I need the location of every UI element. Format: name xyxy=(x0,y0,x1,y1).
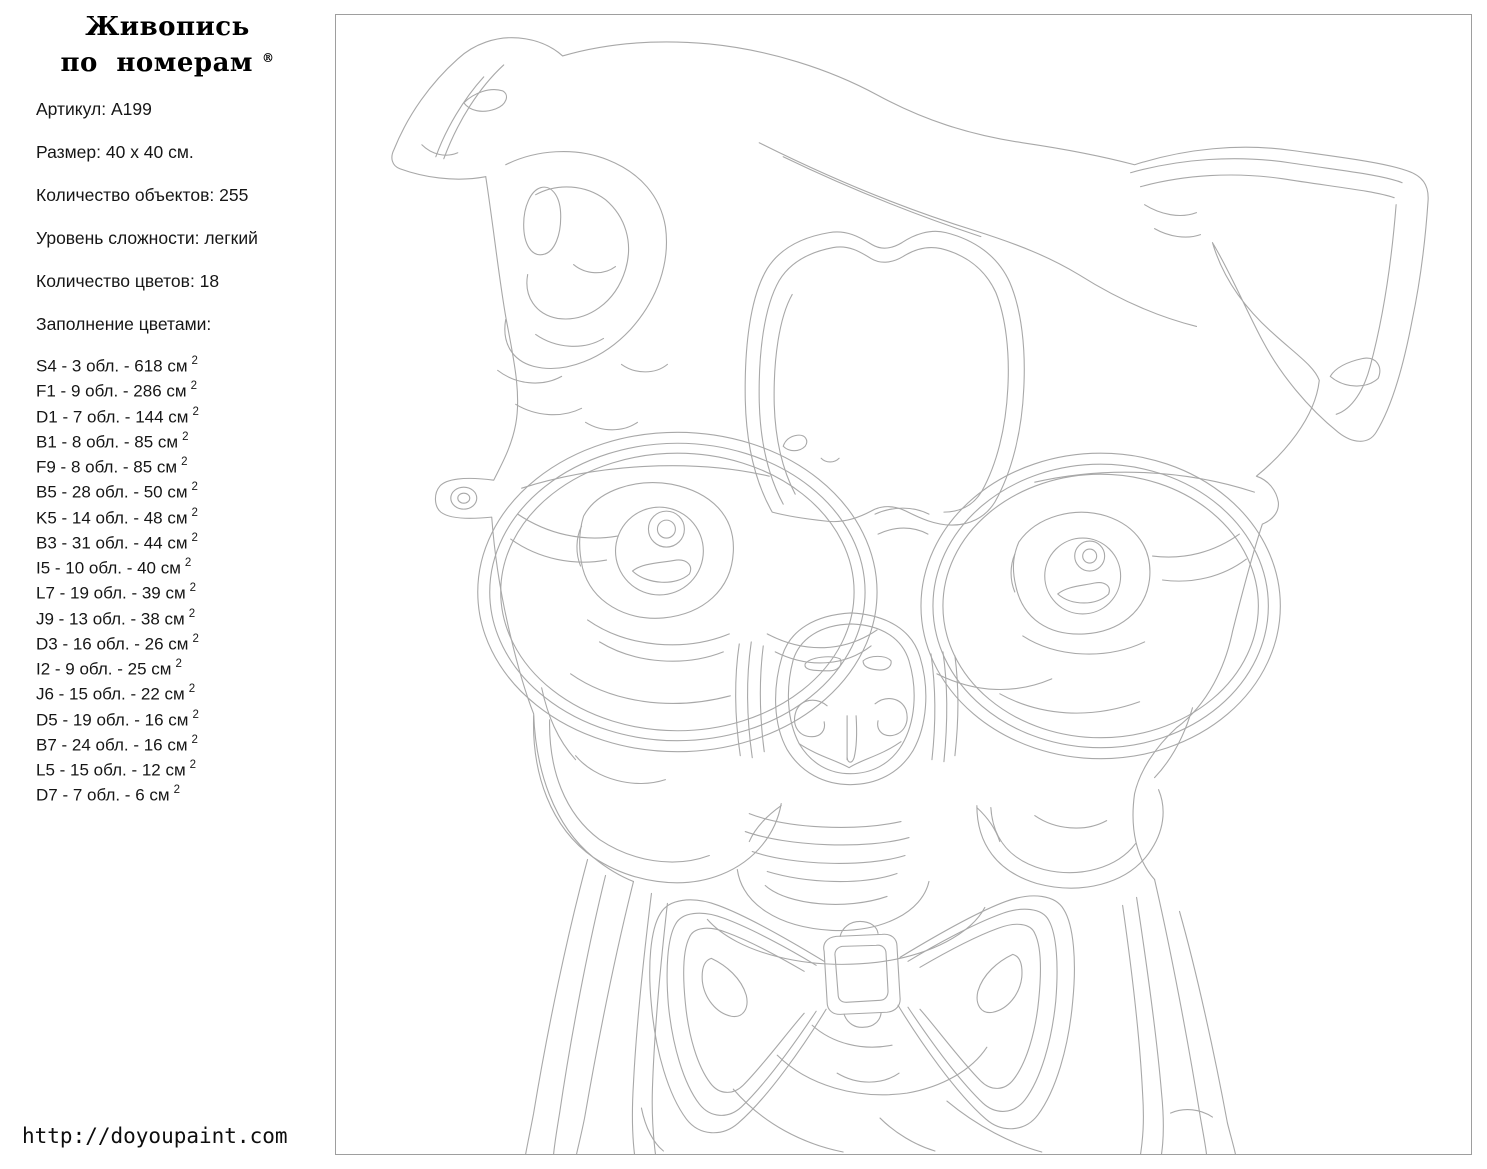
right-eye xyxy=(1011,512,1150,654)
product-size: Размер: 40 х 40 см. xyxy=(36,142,194,162)
color-fill-item: L5 - 15 обл. - 12 см $^2$ xyxy=(36,759,197,780)
fills-header: Заполнение цветами: xyxy=(36,314,212,334)
info-panel xyxy=(0,0,335,1169)
color-fill-list xyxy=(36,352,199,807)
left-eye xyxy=(577,483,733,662)
website-url: http://doyoupaint.com xyxy=(22,1124,288,1148)
color-fill-item: B1 - 8 обл. - 85 см $^2$ xyxy=(36,430,189,452)
color-fill-item: B5 - 28 обл. - 50 см $^2$ xyxy=(36,481,198,502)
product-colors-count: Количество цветов: 18 xyxy=(36,271,220,291)
color-fill-item: J6 - 15 обл. - 22 см $^2$ xyxy=(36,683,196,704)
color-fill-item: B7 - 24 обл. - 16 см $^2$ xyxy=(36,733,198,755)
color-fill-item: S4 - 3 обл. - 618 см $^2$ xyxy=(36,355,198,376)
left-eye-patch xyxy=(498,152,668,430)
color-fill-item: D3 - 16 обл. - 26 см $^2$ xyxy=(36,632,199,654)
color-fill-item: F9 - 8 обл. - 85 см $^2$ xyxy=(36,456,188,477)
color-fill-item: D5 - 19 обл. - 16 см $^2$ xyxy=(36,708,199,730)
color-fill-item: I5 - 10 обл. - 40 см $^2$ xyxy=(36,557,192,578)
forehead-blaze xyxy=(745,231,1024,525)
product-objects-count: Количество объектов: 255 xyxy=(36,185,249,205)
glasses xyxy=(451,432,1281,758)
bow-tie xyxy=(650,896,1075,1133)
color-fill-item: K5 - 14 обл. - 48 см $^2$ xyxy=(36,506,198,528)
registered-trademark: ® xyxy=(262,51,275,65)
right-ear xyxy=(1131,159,1403,415)
color-fill-item: I2 - 9 обл. - 25 см $^2$ xyxy=(36,658,182,679)
product-info xyxy=(36,100,258,358)
left-ear xyxy=(422,65,507,159)
brand-logo-line2 xyxy=(0,43,335,79)
color-fill-item: F1 - 9 обл. - 286 см $^2$ xyxy=(36,380,197,401)
neck-shoulders xyxy=(526,860,1236,1154)
dog-line-art xyxy=(336,15,1471,1154)
brand-logo-line1: Живопись xyxy=(85,12,250,42)
canvas-frame xyxy=(335,14,1472,1155)
jowls xyxy=(534,688,1193,888)
product-difficulty: Уровень сложности: легкий xyxy=(36,228,258,248)
brand-logo-line2-text: по номерам xyxy=(60,48,254,78)
product-article: Артикул: A199 xyxy=(36,99,152,119)
brand-logo xyxy=(0,12,335,79)
color-fill-item: J9 - 13 обл. - 38 см $^2$ xyxy=(36,607,196,629)
color-fill-item: D1 - 7 обл. - 144 см $^2$ xyxy=(36,405,199,427)
color-fill-item: B3 - 31 обл. - 44 см $^2$ xyxy=(36,531,198,553)
color-fill-item: L7 - 19 обл. - 39 см $^2$ xyxy=(36,582,197,603)
color-fill-item: D7 - 7 обл. - 6 см $^2$ xyxy=(36,784,180,805)
